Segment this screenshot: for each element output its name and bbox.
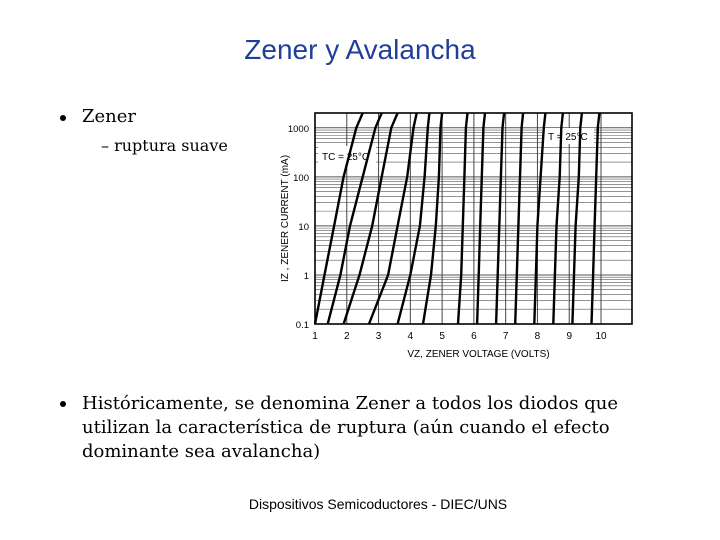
- x-tick-label: 1: [312, 331, 318, 342]
- annotation-tc: TC = 25°C: [322, 152, 370, 163]
- x-tick-label: 3: [375, 331, 382, 342]
- bullet-zener: [60, 106, 136, 127]
- sub-bullet-ruptura: – ruptura suave: [101, 136, 228, 155]
- zener-curve-8: [477, 113, 485, 324]
- slide-title: Zener y Avalancha: [244, 34, 476, 65]
- zener-curve-1: [315, 113, 363, 324]
- zener-curve-14: [592, 113, 600, 324]
- bullet-icon: [60, 401, 66, 407]
- zener-curve-5: [398, 113, 430, 324]
- zener-curve-9: [496, 113, 504, 324]
- y-tick-label: 10: [298, 221, 309, 233]
- zener-curve-13: [572, 113, 582, 324]
- y-tick-label: 1000: [287, 123, 309, 135]
- bullet-icon: [60, 115, 66, 121]
- zener-curve-7: [458, 113, 468, 324]
- y-tick-label: 100: [293, 172, 309, 184]
- zener-curve-11: [534, 113, 545, 324]
- zener-characteristic-chart: [270, 108, 640, 364]
- bullet-zener-text: Zener: [82, 106, 137, 127]
- y-tick-label: 1: [303, 270, 309, 282]
- annotation-t: T = 25°C: [548, 132, 588, 143]
- x-axis-label: VZ, ZENER VOLTAGE (VOLTS): [407, 349, 550, 360]
- x-tick-label: 7: [502, 331, 509, 342]
- x-tick-label: 4: [407, 331, 414, 342]
- x-tick-label: 5: [439, 331, 445, 342]
- zener-curve-10: [515, 113, 523, 324]
- x-tick-label: 6: [471, 331, 477, 342]
- zener-curve-4: [369, 113, 417, 324]
- x-tick-label: 10: [595, 331, 607, 342]
- zener-curve-12: [553, 113, 563, 324]
- x-tick-label: 8: [534, 331, 541, 342]
- x-tick-label: 9: [566, 331, 573, 342]
- bullet-historicamente-text: Históricamente, se denomina Zener a todos los diodos que utilizan la característica de ruptura (aún cuando el efecto dominante sea avalancha): [82, 393, 618, 462]
- footer: Dispositivos Semicoductores - DIEC/UNS: [248, 496, 508, 512]
- y-axis-label: IZ , ZENER CURRENT (mA): [280, 154, 291, 283]
- bullet-historicamente: [60, 392, 690, 464]
- x-tick-label: 2: [343, 331, 350, 342]
- y-tick-label: 0.1: [295, 320, 309, 331]
